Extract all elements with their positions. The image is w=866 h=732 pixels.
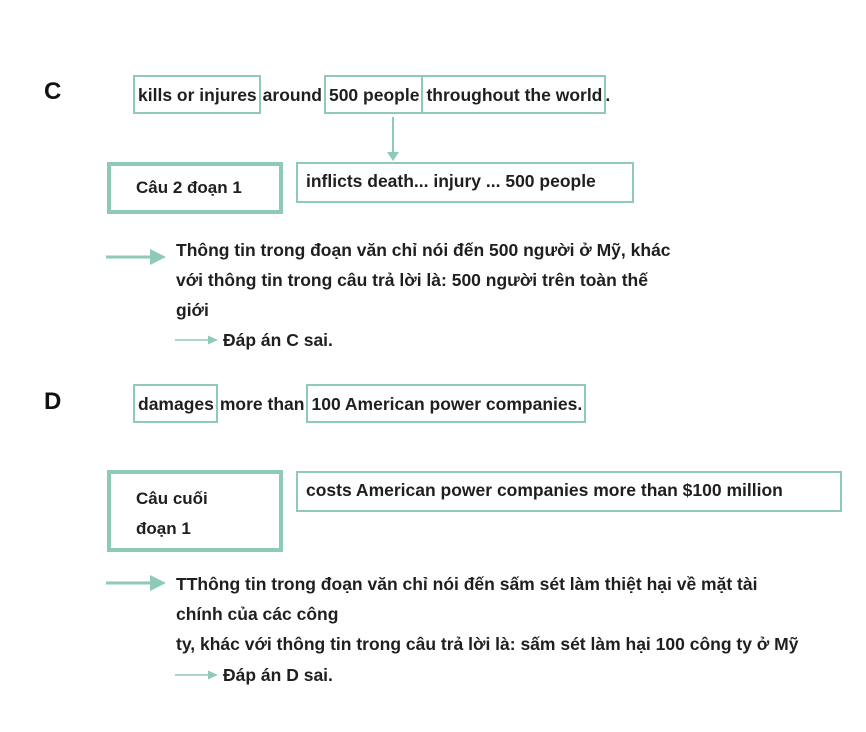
paraphrase-text: inflicts death... injury ... 500 people (306, 171, 596, 191)
explanation-line: với thông tin trong câu trả lời là: 500 người trên toàn thế (176, 270, 648, 290)
small-right-arrow-icon (175, 333, 221, 347)
conclusion-d: Đáp án D sai. (223, 665, 333, 685)
paraphrase-text: costs American power companies more than $100 million (306, 480, 783, 500)
highlight-500-people: 500 people (324, 75, 423, 114)
explanation-line: Thông tin trong đoạn văn chỉ nói đến 500 người ở Mỹ, khác (176, 240, 671, 260)
explanation-line: ty, khác với thông tin trong câu trả lời là: sấm sét làm hại 100 công ty ở Mỹ (176, 634, 799, 654)
option-letter-d: D (44, 388, 62, 415)
highlight-kills-or-injures: kills or injures (133, 75, 261, 114)
paraphrase-box (296, 162, 634, 203)
right-arrow-icon (106, 572, 168, 594)
option-d-sentence (133, 384, 586, 423)
highlight-damages: damages (133, 384, 218, 423)
small-right-arrow-icon (175, 668, 221, 682)
highlight-throughout-the-world: throughout the world (421, 75, 606, 114)
sentence-period: . (605, 84, 611, 105)
explanation-c (176, 235, 671, 325)
option-c-sentence (133, 75, 610, 114)
down-arrow-icon (384, 115, 404, 165)
source-location-label: Câu 2 đoạn 1 (136, 178, 242, 197)
paraphrase-box (296, 471, 842, 512)
explanation-d (176, 569, 798, 659)
explanation-line: TThông tin trong đoạn văn chỉ nói đến sấm sét làm thiệt hại về mặt tài (176, 574, 758, 594)
option-letter-c: C (44, 78, 62, 105)
explanation-line: giới (176, 300, 209, 320)
highlight-100-american-power-companies: 100 American power companies. (306, 384, 586, 423)
sentence-text-more-than: more than (219, 393, 305, 414)
source-location-box (107, 470, 283, 552)
source-location-label: Câu cuối đoạn 1 (136, 489, 208, 538)
explanation-line: chính của các công (176, 604, 339, 624)
sentence-text-around: around (262, 84, 322, 105)
right-arrow-icon (106, 246, 168, 268)
source-location-box (107, 162, 283, 214)
conclusion-c: Đáp án C sai. (223, 330, 333, 350)
